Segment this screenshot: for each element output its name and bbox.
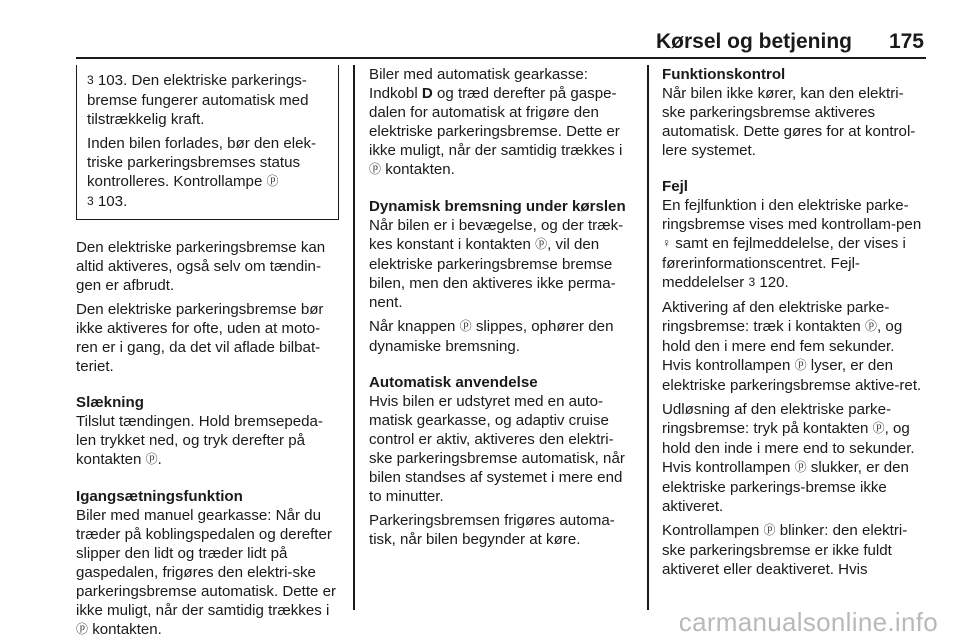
- body-paragraph: Indkobl D og træd derefter på gaspe-dalen for automatisk at frigøre den elektriske parkeringsbremse. Dette er ikke muligt, når der samtidig trækkes i ⓟ kontakten.: [369, 85, 623, 178]
- page-number: 175: [888, 30, 924, 53]
- body-paragraph: Den elektriske parkeringsbremse kan altid aktiveres, også selv om tændin-gen er afbrudt.: [76, 239, 326, 294]
- parking-brake-icon: ⓟ: [145, 452, 158, 466]
- parking-brake-icon: ⓟ: [535, 237, 548, 251]
- parking-brake-icon: ⓟ: [76, 622, 89, 636]
- column-divider-1: [353, 65, 355, 610]
- body-paragraph: Tilslut tændingen. Hold bremsepeda-len trykket ned, og tryk derefter på kontakten ⓟ.: [76, 413, 323, 468]
- parking-brake-icon: ⓟ: [459, 319, 472, 333]
- body-paragraph: Hvis bilen er udstyret med en auto-matisk gearkasse, og adaptiv cruise control er aktiv, aktiveres den elektri-ske parkeringsbremse automatisk, når bilen standses af systemet i mere end to minutter.: [369, 393, 625, 505]
- body-paragraph: Biler med manuel gearkasse: Når du træder på koblingspedalen og derefter slipper den lidt og træder lidt på gaspedalen, frigøres den elektri-ske parkeringsbremse automatisk. Dette er ikke muligt, når der samtidig trækkes i ⓟ kontakten.: [76, 507, 337, 638]
- parking-brake-icon: ⓟ: [865, 319, 878, 333]
- column-1: [76, 65, 339, 642]
- parking-brake-icon: ⓟ: [266, 174, 279, 188]
- cross-reference-icon: 3: [87, 73, 94, 87]
- body-paragraph: Kontrollampen ⓟ blinker: den elektri-ske parkeringsbremse er ikke fuldt aktiveret eller deaktiveret. Hvis: [662, 522, 908, 578]
- body-paragraph: Når bilen ikke kører, kan den elektri-ske parkeringsbremse aktiveres automatisk. Dette gøres for at kontrol-lere systemet.: [662, 85, 916, 159]
- note-paragraph-1: 3 103. Den elektriske parkerings-bremse fungerer automatisk med tilstrækkelig kraft.: [87, 72, 309, 128]
- parking-brake-icon: ⓟ: [763, 523, 776, 537]
- gear-position-d: D: [421, 85, 433, 102]
- parking-brake-icon: ⓟ: [369, 162, 382, 176]
- body-paragraph: En fejlfunktion i den elektriske parke-ringsbremse vises med kontrollam-pen ♀ samt en fejlmeddelelse, der vises i førerinformationscentret. Fejl-meddelelser 3 120.: [662, 197, 922, 291]
- column-2: [369, 65, 633, 554]
- section-heading: Dynamisk bremsning under kørslen: [369, 198, 626, 215]
- header-rule: [76, 57, 926, 59]
- column-divider-2: [647, 65, 649, 610]
- body-paragraph: Parkeringsbremsen frigøres automa-tisk, når bilen begynder at køre.: [369, 512, 615, 548]
- section-heading: Slækning: [76, 394, 144, 411]
- body-paragraph: Aktivering af den elektriske parke-ringsbremse: træk i kontakten ⓟ, og hold den i mere end fem sekunder. Hvis kontrollampen ⓟ lyser, er den elektriske parkeringsbremse aktive-ret.: [662, 299, 922, 394]
- watermark: carmanualsonline.info: [678, 607, 938, 637]
- section-heading: Funktionskontrol: [662, 66, 786, 83]
- body-paragraph: Når bilen er i bevægelse, og der træk-kes konstant i kontakten ⓟ, vil den elektriske parkeringsbremse bremse bilen, men den aktiveres ikke perma-nent.: [369, 217, 624, 311]
- section-heading: Automatisk anvendelse: [369, 374, 538, 391]
- body-paragraph: Når knappen ⓟ slippes, ophører den dynamiske bremsning.: [369, 318, 614, 355]
- body-paragraph: Biler med automatisk gearkasse:: [369, 66, 588, 83]
- parking-brake-icon: ⓟ: [794, 460, 807, 474]
- note-paragraph-2: Inden bilen forlades, bør den elek-triske parkeringsbremses status kontrolleres. Kontrollampe ⓟ 3 103.: [87, 135, 317, 210]
- parking-brake-icon: ⓟ: [794, 358, 807, 372]
- cross-reference-icon: 3: [87, 194, 94, 208]
- parking-brake-icon: ⓟ: [872, 421, 885, 435]
- body-paragraph: Udløsning af den elektriske parke-ringsbremse: tryk på kontakten ⓟ, og hold den inde i mere end to sekunder. Hvis kontrollampen ⓟ slukker, er den elektriske parkerings-bremse ikke aktiveret.: [662, 401, 915, 515]
- note-box: [76, 65, 339, 220]
- section-title: Kørsel og betjening: [655, 30, 852, 53]
- body-paragraph: Den elektriske parkeringsbremse bør ikke aktiveres for ofte, uden at moto-ren er i gang, da det vil aflade bilbat-teriet.: [76, 301, 324, 375]
- section-heading: Fejl: [662, 178, 689, 195]
- brake-warning-icon: ♀: [662, 236, 671, 250]
- section-heading: Igangsætningsfunktion: [76, 488, 243, 505]
- cross-reference-icon: 3: [748, 275, 756, 289]
- page-header: [0, 30, 960, 58]
- column-3: [662, 65, 926, 584]
